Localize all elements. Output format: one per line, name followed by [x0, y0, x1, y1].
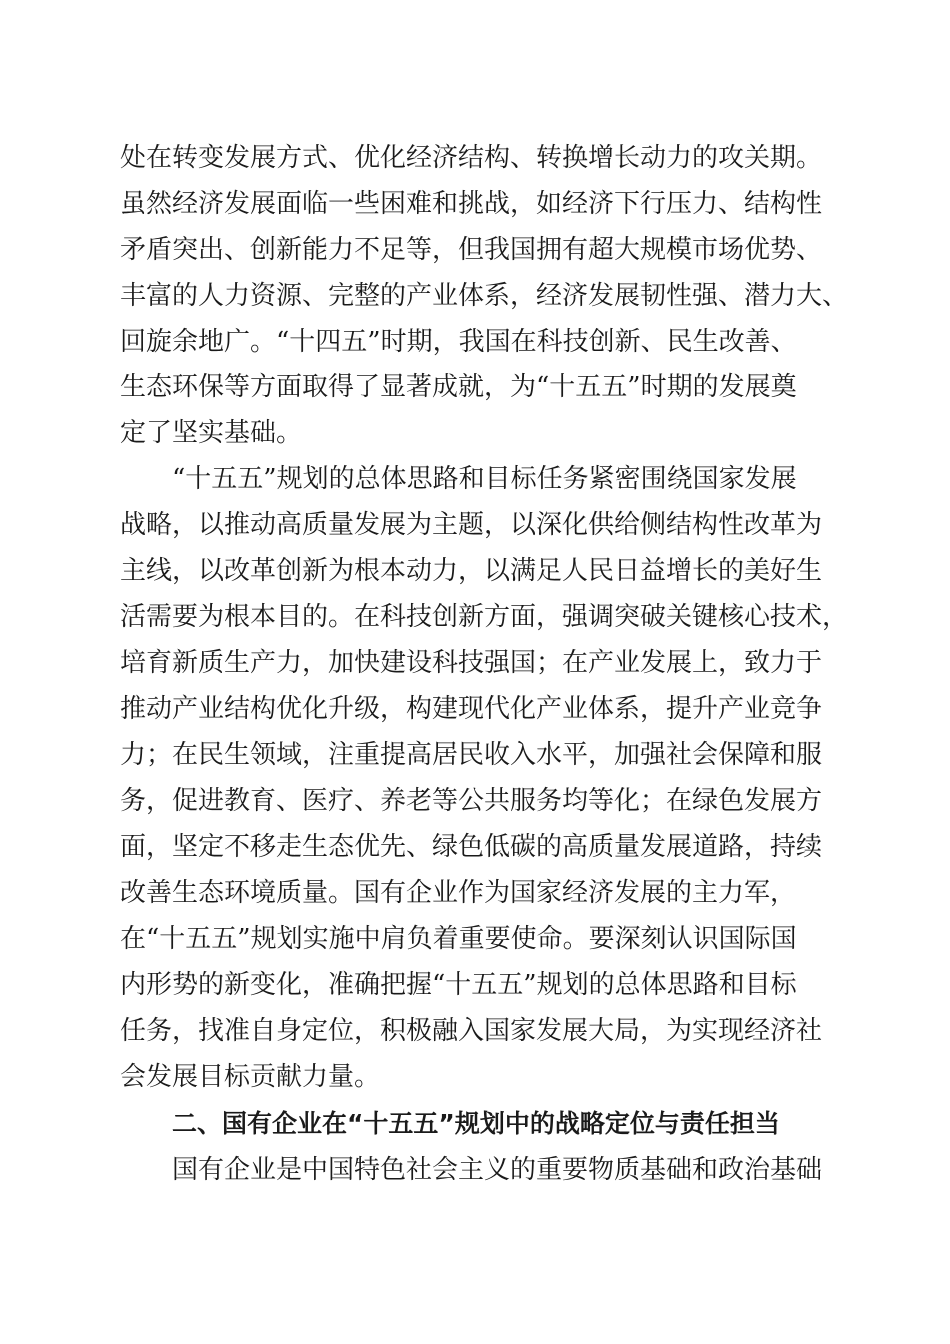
- text-line: 主线，以改革创新为根本动力，以满足人民日益增长的美好生: [120, 556, 823, 586]
- text-line: 定了坚实基础。: [120, 418, 303, 448]
- text-line: 务，促进教育、医疗、养老等公共服务均等化；在绿色发展方: [120, 786, 823, 816]
- text-line: 培育新质生产力，加快建设科技强国；在产业发展上，致力于: [120, 648, 823, 678]
- text-line: 回旋余地广。“十四五”时期，我国在科技创新、民生改善、: [120, 327, 797, 357]
- text-line: 丰富的人力资源、完整的产业体系，经济发展韧性强、潜力大、: [120, 281, 849, 311]
- text-line: 内形势的新变化，准确把握“十五五”规划的总体思路和目标: [120, 970, 797, 1000]
- text-line: 改善生态环境质量。国有企业作为国家经济发展的主力军，: [120, 878, 797, 908]
- text-line: 力；在民生领域，注重提高居民收入水平，加强社会保障和服: [120, 740, 823, 770]
- text-line: 战略，以推动高质量发展为主题，以深化供给侧结构性改革为: [120, 510, 823, 540]
- text-line: 推动产业结构优化升级，构建现代化产业体系，提升产业竞争: [120, 694, 823, 724]
- text-line: 会发展目标贡献力量。: [120, 1062, 381, 1092]
- text-line: 在“十五五”规划实施中肩负着重要使命。要深刻认识国际国: [120, 924, 797, 954]
- section-heading: 二、国有企业在“十五五”规划中的战略定位与责任担当: [172, 1109, 780, 1138]
- text-line: 矛盾突出、创新能力不足等，但我国拥有超大规模市场优势、: [120, 235, 823, 265]
- text-line: 生态环保等方面取得了显著成就，为“十五五”时期的发展奠: [120, 372, 797, 402]
- text-line: “十五五”规划的总体思路和目标任务紧密围绕国家发展: [172, 464, 797, 494]
- text-line: 活需要为根本目的。在科技创新方面，强调突破关键核心技术，: [120, 602, 849, 632]
- text-line: 任务，找准自身定位，积极融入国家发展大局，为实现经济社: [120, 1016, 823, 1046]
- text-line: 面，坚定不移走生态优先、绿色低碳的高质量发展道路，持续: [120, 832, 823, 862]
- text-line: 处在转变发展方式、优化经济结构、转换增长动力的攻关期。: [120, 143, 823, 173]
- paragraph-3-first-line: 国有企业是中国特色社会主义的重要物质基础和政治基础: [172, 1155, 823, 1185]
- text-line: 虽然经济发展面临一些困难和挑战，如经济下行压力、结构性: [120, 189, 823, 219]
